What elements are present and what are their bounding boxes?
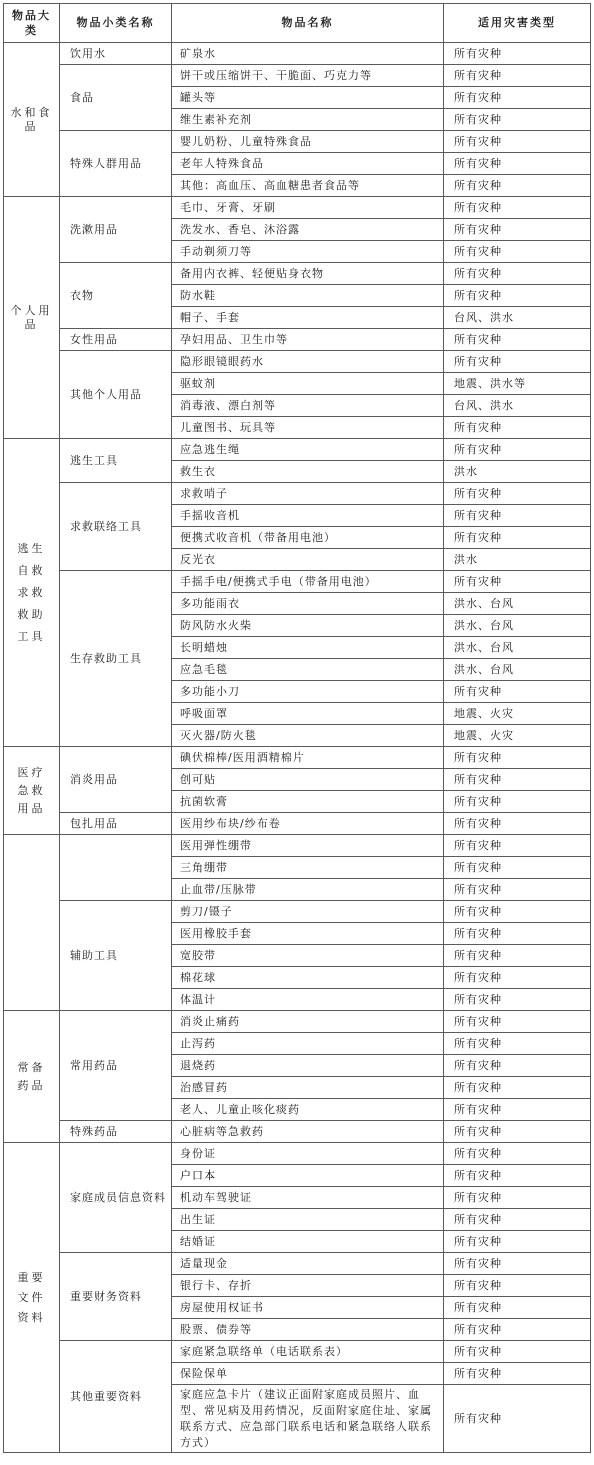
supply-table <box>3 3 591 1453</box>
disaster-type-cell: 所有灾种 <box>444 1385 591 1453</box>
disaster-type-cell: 所有灾种 <box>444 417 591 439</box>
subcategory-cell: 衣物 <box>60 263 172 329</box>
subcategory-cell: 饮用水 <box>60 43 172 65</box>
item-cell: 帽子、手套 <box>172 307 444 329</box>
item-cell: 多功能小刀 <box>172 681 444 703</box>
disaster-type-cell: 洪水、台风 <box>444 659 591 681</box>
disaster-type-cell: 所有灾种 <box>444 813 591 835</box>
disaster-type-cell: 所有灾种 <box>444 1033 591 1055</box>
item-cell: 止泻药 <box>172 1033 444 1055</box>
item-cell: 心脏病等急救药 <box>172 1121 444 1143</box>
item-cell: 洗发水、香皂、沐浴露 <box>172 219 444 241</box>
subcategory-cell: 女性用品 <box>60 329 172 351</box>
disaster-type-cell: 洪水、台风 <box>444 615 591 637</box>
item-cell: 维生素补充剂 <box>172 109 444 131</box>
subcategory-cell: 其他个人用品 <box>60 351 172 439</box>
item-cell: 家庭紧急联络单（电话联系表） <box>172 1341 444 1363</box>
disaster-type-cell: 所有灾种 <box>444 219 591 241</box>
subcategory-cell: 重要财务资料 <box>60 1253 172 1341</box>
disaster-type-cell: 台风、洪水 <box>444 395 591 417</box>
disaster-type-cell: 所有灾种 <box>444 153 591 175</box>
disaster-type-cell: 洪水、台风 <box>444 593 591 615</box>
item-cell: 罐头等 <box>172 87 444 109</box>
subcategory-cell: 辅助工具 <box>60 901 172 1011</box>
item-cell: 防风防水火柴 <box>172 615 444 637</box>
item-cell: 退烧药 <box>172 1055 444 1077</box>
subcategory-cell: 包扎用品 <box>60 813 172 835</box>
disaster-type-cell: 所有灾种 <box>444 43 591 65</box>
disaster-type-cell: 所有灾种 <box>444 87 591 109</box>
item-cell: 股票、债券等 <box>172 1319 444 1341</box>
disaster-type-cell: 地震、火灾 <box>444 703 591 725</box>
subcategory-cell: 特殊人群用品 <box>60 131 172 197</box>
item-cell: 体温计 <box>172 989 444 1011</box>
item-cell: 隐形眼镜眼药水 <box>172 351 444 373</box>
disaster-type-cell: 所有灾种 <box>444 483 591 505</box>
item-cell: 备用内衣裤、轻便贴身衣物 <box>172 263 444 285</box>
item-cell: 棉花球 <box>172 967 444 989</box>
item-cell: 防水鞋 <box>172 285 444 307</box>
disaster-type-cell: 所有灾种 <box>444 835 591 857</box>
category-cell: 重要文件资料 <box>4 1143 60 1453</box>
disaster-type-cell: 所有灾种 <box>444 791 591 813</box>
disaster-type-cell: 台风、洪水 <box>444 307 591 329</box>
disaster-type-cell: 地震、洪水等 <box>444 373 591 395</box>
subcategory-cell: 特殊药品 <box>60 1121 172 1143</box>
disaster-type-cell: 所有灾种 <box>444 505 591 527</box>
item-cell: 止血带/压脉带 <box>172 879 444 901</box>
disaster-type-cell: 所有灾种 <box>444 1077 591 1099</box>
item-cell: 救生衣 <box>172 461 444 483</box>
disaster-type-cell: 所有灾种 <box>444 901 591 923</box>
item-cell: 机动车驾驶证 <box>172 1187 444 1209</box>
item-cell: 老年人特殊食品 <box>172 153 444 175</box>
item-cell: 手摇手电/便携式手电（带备用电池） <box>172 571 444 593</box>
disaster-type-cell: 所有灾种 <box>444 1121 591 1143</box>
item-cell: 矿泉水 <box>172 43 444 65</box>
item-cell: 婴儿奶粉、儿童特殊食品 <box>172 131 444 153</box>
disaster-type-cell: 所有灾种 <box>444 769 591 791</box>
disaster-type-cell: 所有灾种 <box>444 285 591 307</box>
subcategory-cell: 家庭成员信息资料 <box>60 1143 172 1253</box>
item-cell: 出生证 <box>172 1209 444 1231</box>
subcategory-cell: 洗漱用品 <box>60 197 172 263</box>
header-category: 物品大类 <box>4 4 60 43</box>
disaster-type-cell: 所有灾种 <box>444 1165 591 1187</box>
disaster-type-cell: 地震、火灾 <box>444 725 591 747</box>
disaster-type-cell: 所有灾种 <box>444 131 591 153</box>
item-cell: 手摇收音机 <box>172 505 444 527</box>
category-cell: 逃生自救求救救助工具 <box>4 439 60 747</box>
subcategory-cell: 求救联络工具 <box>60 483 172 571</box>
item-cell: 应急毛毯 <box>172 659 444 681</box>
item-cell: 饼干或压缩饼干、干脆面、巧克力等 <box>172 65 444 87</box>
item-cell: 求救哨子 <box>172 483 444 505</box>
disaster-type-cell: 所有灾种 <box>444 923 591 945</box>
item-cell: 创可贴 <box>172 769 444 791</box>
disaster-type-cell: 所有灾种 <box>444 1319 591 1341</box>
item-cell: 其他：高血压、高血糖患者食品等 <box>172 175 444 197</box>
disaster-type-cell: 所有灾种 <box>444 1055 591 1077</box>
item-cell: 银行卡、存折 <box>172 1275 444 1297</box>
disaster-type-cell: 所有灾种 <box>444 967 591 989</box>
header-disaster-type: 适用灾害类型 <box>444 4 591 43</box>
item-cell: 房屋使用权证书 <box>172 1297 444 1319</box>
item-cell: 老人、儿童止咳化痰药 <box>172 1099 444 1121</box>
subcategory-cell: 常用药品 <box>60 1011 172 1121</box>
disaster-type-cell: 所有灾种 <box>444 571 591 593</box>
disaster-type-cell: 所有灾种 <box>444 329 591 351</box>
item-cell: 身份证 <box>172 1143 444 1165</box>
header-subcategory: 物品小类名称 <box>60 4 172 43</box>
disaster-type-cell: 所有灾种 <box>444 857 591 879</box>
disaster-type-cell: 所有灾种 <box>444 681 591 703</box>
disaster-type-cell: 所有灾种 <box>444 241 591 263</box>
disaster-type-cell: 所有灾种 <box>444 989 591 1011</box>
item-cell: 反光衣 <box>172 549 444 571</box>
disaster-type-cell: 所有灾种 <box>444 1231 591 1253</box>
disaster-type-cell: 所有灾种 <box>444 747 591 769</box>
item-cell: 应急逃生绳 <box>172 439 444 461</box>
disaster-type-cell: 所有灾种 <box>444 1209 591 1231</box>
item-cell: 结婚证 <box>172 1231 444 1253</box>
disaster-type-cell: 所有灾种 <box>444 1275 591 1297</box>
item-cell: 户口本 <box>172 1165 444 1187</box>
item-cell: 剪刀/镊子 <box>172 901 444 923</box>
item-cell: 毛巾、牙膏、牙刷 <box>172 197 444 219</box>
item-cell: 便携式收音机（带备用电池） <box>172 527 444 549</box>
disaster-type-cell: 所有灾种 <box>444 1363 591 1385</box>
item-cell: 消炎止痛药 <box>172 1011 444 1033</box>
disaster-type-cell: 所有灾种 <box>444 175 591 197</box>
disaster-type-cell: 洪水、台风 <box>444 637 591 659</box>
item-cell: 医用弹性绷带 <box>172 835 444 857</box>
subcategory-cell: 消炎用品 <box>60 747 172 813</box>
item-cell: 多功能雨衣 <box>172 593 444 615</box>
item-cell: 手动剃须刀等 <box>172 241 444 263</box>
category-cell: 常备药品 <box>4 1011 60 1143</box>
subcategory-cell: 其他重要资料 <box>60 1341 172 1453</box>
disaster-type-cell: 所有灾种 <box>444 351 591 373</box>
category-cell: 医疗急救用品 <box>4 747 60 835</box>
category-cell <box>4 835 60 1011</box>
item-cell: 医用橡胶手套 <box>172 923 444 945</box>
disaster-type-cell: 所有灾种 <box>444 1297 591 1319</box>
item-cell: 家庭应急卡片（建议正面附家庭成员照片、血型、常见病及用药情况，反面附家庭住址、家属联系方式、应急部门联系电话和紧急联络人联系方式） <box>172 1385 444 1453</box>
item-cell: 宽胶带 <box>172 945 444 967</box>
item-cell: 适量现金 <box>172 1253 444 1275</box>
disaster-type-cell: 所有灾种 <box>444 65 591 87</box>
subcategory-cell: 逃生工具 <box>60 439 172 483</box>
disaster-type-cell: 所有灾种 <box>444 945 591 967</box>
item-cell: 三角绷带 <box>172 857 444 879</box>
disaster-type-cell: 洪水 <box>444 549 591 571</box>
disaster-type-cell: 所有灾种 <box>444 1099 591 1121</box>
header-item: 物品名称 <box>172 4 444 43</box>
disaster-type-cell: 所有灾种 <box>444 1143 591 1165</box>
disaster-type-cell: 所有灾种 <box>444 527 591 549</box>
item-cell: 碘伏棉棒/医用酒精棉片 <box>172 747 444 769</box>
item-cell: 医用纱布块/纱布卷 <box>172 813 444 835</box>
disaster-type-cell: 所有灾种 <box>444 1341 591 1363</box>
item-cell: 抗菌软膏 <box>172 791 444 813</box>
subcategory-cell: 生存救助工具 <box>60 571 172 747</box>
item-cell: 灭火器/防火毯 <box>172 725 444 747</box>
disaster-type-cell: 所有灾种 <box>444 263 591 285</box>
disaster-type-cell: 所有灾种 <box>444 1253 591 1275</box>
disaster-type-cell: 所有灾种 <box>444 879 591 901</box>
category-cell: 个人用品 <box>4 197 60 439</box>
subcategory-cell: 食品 <box>60 65 172 131</box>
disaster-type-cell: 所有灾种 <box>444 439 591 461</box>
disaster-type-cell: 所有灾种 <box>444 1187 591 1209</box>
subcategory-cell <box>60 835 172 901</box>
item-cell: 儿童图书、玩具等 <box>172 417 444 439</box>
disaster-type-cell: 所有灾种 <box>444 1011 591 1033</box>
item-cell: 呼吸面罩 <box>172 703 444 725</box>
disaster-type-cell: 洪水 <box>444 461 591 483</box>
item-cell: 治感冒药 <box>172 1077 444 1099</box>
disaster-type-cell: 所有灾种 <box>444 109 591 131</box>
item-cell: 驱蚊剂 <box>172 373 444 395</box>
item-cell: 孕妇用品、卫生巾等 <box>172 329 444 351</box>
item-cell: 保险保单 <box>172 1363 444 1385</box>
disaster-type-cell: 所有灾种 <box>444 197 591 219</box>
category-cell: 水和食品 <box>4 43 60 197</box>
item-cell: 消毒液、漂白剂等 <box>172 395 444 417</box>
item-cell: 长明蜡烛 <box>172 637 444 659</box>
